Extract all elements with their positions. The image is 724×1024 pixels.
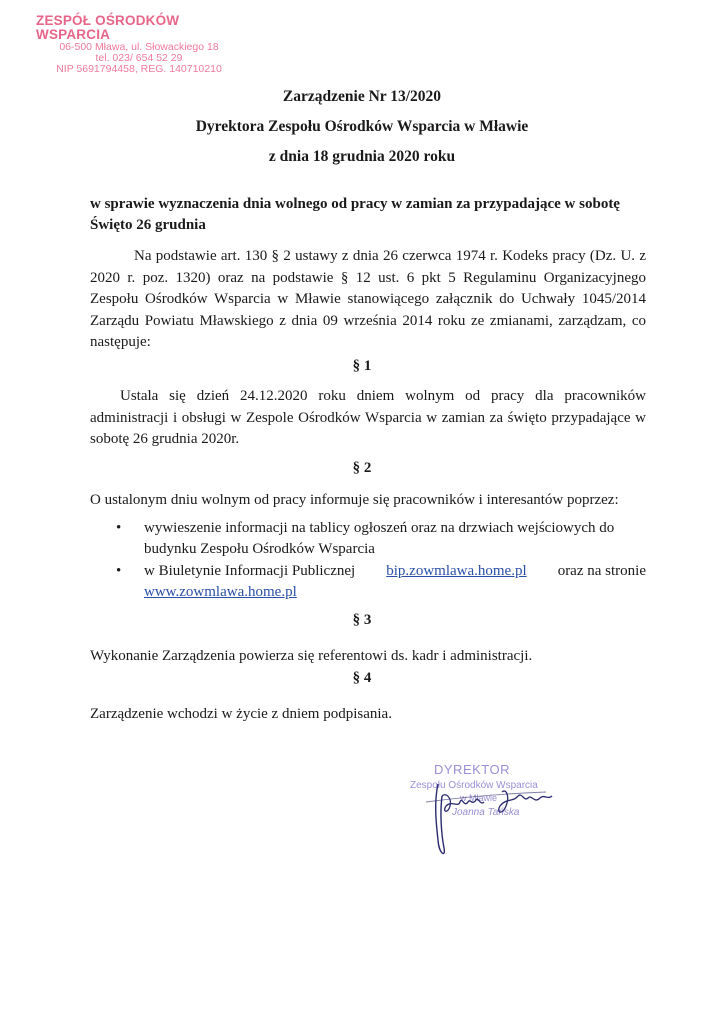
section-2-heading: § 2 <box>352 460 372 476</box>
director-signature-stamp <box>406 762 576 862</box>
stamp-place: w Mławie <box>460 793 498 803</box>
bullet-item-bip <box>116 561 646 605</box>
section-4-heading: § 4 <box>352 670 372 686</box>
stamp-role: DYREKTOR <box>434 762 510 777</box>
document-date: z dnia 18 grudnia 2020 roku <box>268 148 456 165</box>
letterhead-ids: NIP 5691794458, REG. 140710210 <box>56 63 222 76</box>
bip-prefix: w Biuletynie Informacji Publicznej <box>144 563 356 579</box>
bip-middle: oraz na stronie <box>557 563 646 579</box>
letterhead-stamp <box>34 14 244 75</box>
bullet-item-notice-board <box>116 518 646 562</box>
subject-line-1: w sprawie wyznaczenia dnia wolnego od pracy w zamian za przypadające w sobotę <box>90 196 620 212</box>
bullet-icon: • <box>116 563 122 579</box>
bullet-icon: • <box>116 520 122 536</box>
preamble-paragraph: Na podstawie art. 130 § 2 ustawy z dnia 26 czerwca 1974 r. Kodeks pracy (Dz. U. z 2020 r. poz. 1320) oraz na podstawie § 12 ust. 6 pkt 5 Regulaminu Organizacyjnego Zespołu Ośrodków Wsparcia w Mławie stanowiącego załącznik do Uchwały 1045/2014 Zarządu Powiatu Mławskiego z dnia 09 września 2014 roku ze zmianami, zarządzam, co następuje: <box>90 248 646 350</box>
subject-line-2: Święto 26 grudnia <box>90 217 206 233</box>
section-1-heading: § 1 <box>352 358 372 374</box>
section-3-text: Wykonanie Zarządzenia powierza się referentowi ds. kadr i administracji. <box>90 648 533 664</box>
document-subject <box>90 194 650 236</box>
section-3-heading: § 3 <box>352 612 372 628</box>
section-2-intro: O ustalonym dniu wolnym od pracy informuje się pracowników i interesantów poprzez: <box>90 492 619 508</box>
stamp-name: Joanna Tańska <box>452 807 520 818</box>
bullet-text-bip <box>144 561 646 603</box>
document-issuer: Dyrektora Zespołu Ośrodków Wsparcia w Mławie <box>195 118 529 135</box>
letterhead-org-name: ZESPÓŁ OŚRODKÓW WSPARCIA <box>36 13 180 43</box>
section-4-text: Zarządzenie wchodzi w życie z dniem podpisania. <box>90 706 392 722</box>
letterhead-phone: tel. 023/ 654 52 29 <box>95 52 183 65</box>
letterhead-address: 06-500 Mława, ul. Słowackiego 18 <box>59 41 219 54</box>
stamp-org: Zespołu Ośrodków Wsparcia <box>410 780 538 791</box>
document-title: Zarządzenie Nr 13/2020 <box>282 88 442 105</box>
bip-link[interactable]: bip.zowmlawa.home.pl <box>386 563 527 579</box>
handwritten-signature <box>406 762 576 862</box>
bullet-text-notice-board: wywieszenie informacji na tablicy ogłoszeń oraz na drzwiach wejściowych do budynku Zespołu Ośrodków Wsparcia <box>144 520 615 557</box>
section-1-text: Ustala się dzień 24.12.2020 roku dniem wolnym od pracy dla pracowników administracji i obsługi w Zespole Ośrodków Wsparcia w zamian za święto przypadające w sobotę 26 grudnia 2020r. <box>90 388 646 447</box>
website-link[interactable]: www.zowmlawa.home.pl <box>144 584 297 600</box>
